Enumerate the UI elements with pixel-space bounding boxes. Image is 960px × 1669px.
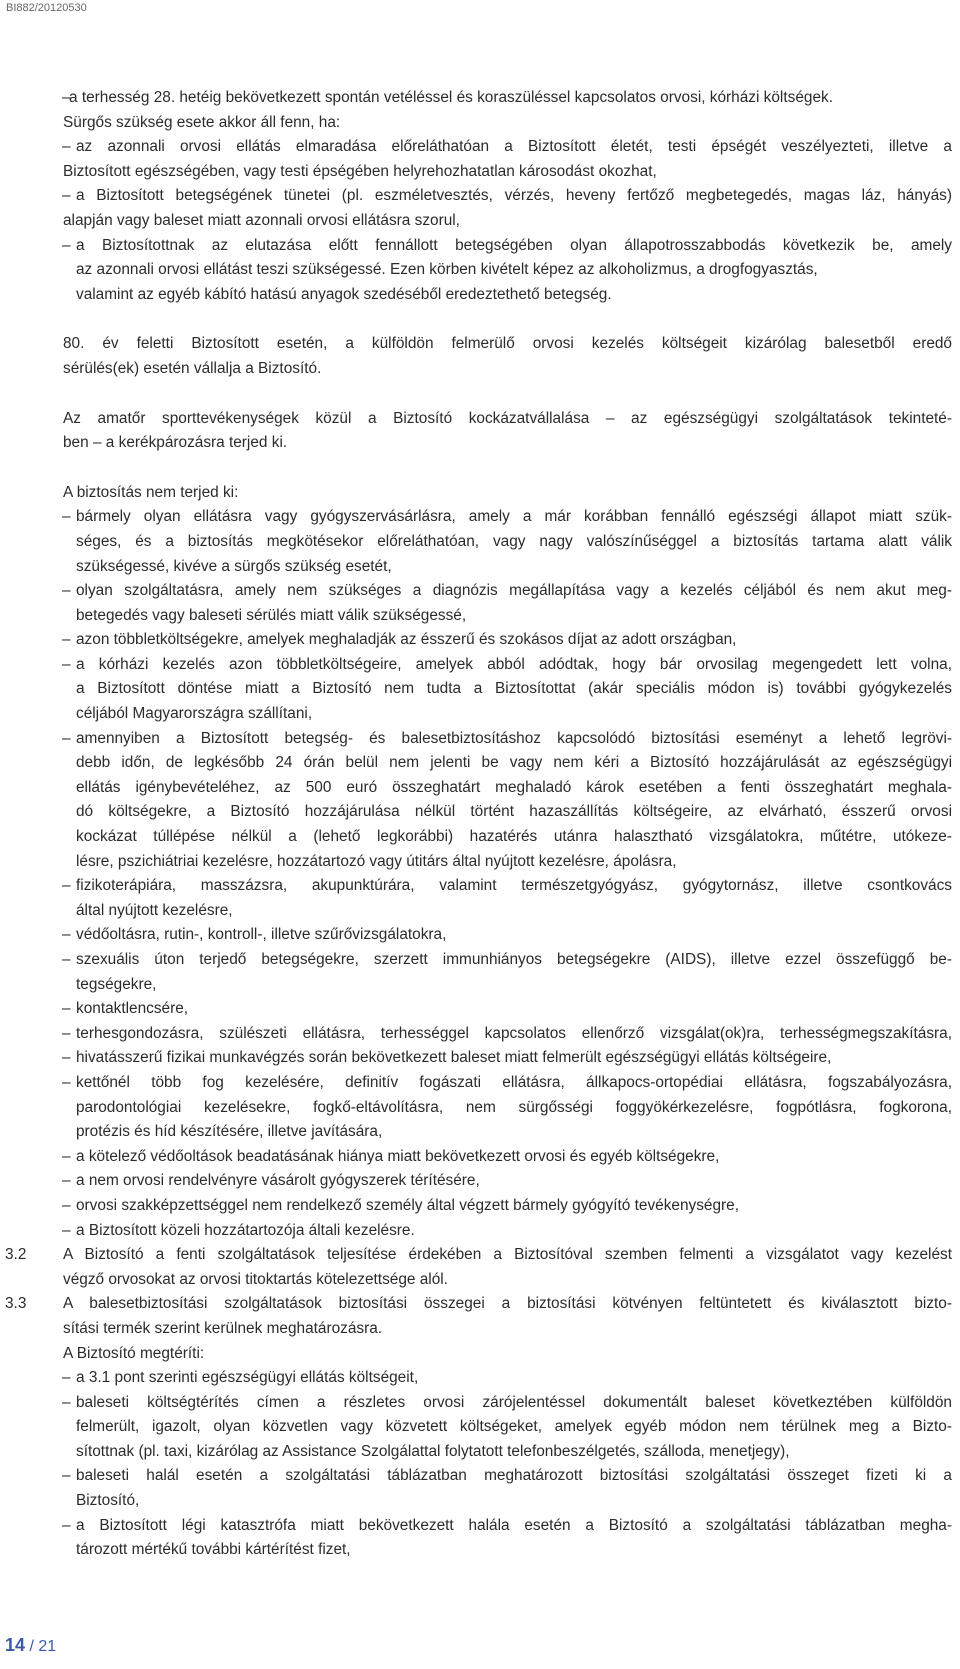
paragraph-text: valamint az egyéb kábító hatású anyagok szedéséből eredeztethető betegség. xyxy=(76,285,612,303)
paragraph-text: 80. év feletti Biztosított esetén, a külföldön felmerülő orvosi kezelés költségeit kizárólag balesetből eredő xyxy=(63,335,952,353)
text-line xyxy=(0,111,960,136)
list-bullet: – xyxy=(62,1147,71,1165)
text-line xyxy=(0,825,960,850)
text-line xyxy=(0,184,960,209)
document-code: BI882/20120530 xyxy=(6,2,87,14)
section-number: 3.2 xyxy=(5,1246,27,1264)
list-item-text: bármely olyan ellátásra vagy gyógyszervásárlásra, amely a már korábban fennálló egészségi állapot miatt szük- xyxy=(76,508,952,526)
paragraph-text: protézis és híd készítésére, illetve javítására, xyxy=(76,1123,383,1141)
paragraph-text: Biztosított egészségében, vagy testi épségében helyrehozhatatlan károsodást okozhat, xyxy=(63,162,657,180)
text-line xyxy=(0,1538,960,1563)
text-line xyxy=(0,1145,960,1170)
text-line xyxy=(0,530,960,555)
text-line xyxy=(0,1464,960,1489)
list-item-text: a Biztosított közeli hozzátartozója általi kezelésre. xyxy=(76,1221,415,1239)
paragraph-text: A biztosítás nem terjed ki: xyxy=(63,483,239,501)
list-bullet: – xyxy=(62,951,71,968)
paragraph-text: tározott mértékű további kártérítést fizet, xyxy=(76,1541,351,1559)
list-bullet: – xyxy=(62,877,71,895)
paragraph-text: dó költségekre, a Biztosító hozzájárulása nélkül történt hazaszállítás költségeire, az elvárható, ésszerű orvosi xyxy=(76,803,952,821)
list-bullet: – xyxy=(62,729,71,747)
list-bullet: – xyxy=(62,508,71,526)
text-line xyxy=(0,997,960,1022)
list-item-text: olyan szolgáltatásra, amely nem szükséges a diagnózis megállapítása vagy a kezelés céljából és nem akut meg- xyxy=(76,582,952,600)
text-line xyxy=(0,332,960,357)
paragraph-text: végző orvosokat az orvosi titoktartás kötelezettsége alól. xyxy=(63,1270,448,1288)
paragraph-text: sérülés(ek) esetén vállalja a Biztosító. xyxy=(63,359,322,377)
paragraph-text: Sürgős szükség esete akkor áll fenn, ha: xyxy=(63,113,341,131)
list-item-text: terhesgondozásra, szülészeti ellátásra, terhességgel kapcsolatos ellenőrző vizsgálat(ok)ra, terhességmegszakításra, xyxy=(76,1024,952,1042)
text-line xyxy=(0,751,960,776)
text-line xyxy=(0,1243,960,1268)
paragraph-text: felmerült, igazolt, olyan közvetlen vagy közvetett költségeket, amelyek egyéb módon nem térülnek meg a Bizto- xyxy=(76,1418,952,1436)
paragraph-text: lésre, pszichiátriai kezelésre, hozzátartozó vagy útitárs által nyújtott kezelésre, ápolásra, xyxy=(76,852,677,870)
list-item-text: baleseti költségtérítés címen a részletes orvosi zárójelentéssel dokumentált baleset következtében külföldön xyxy=(76,1393,952,1411)
text-line xyxy=(0,874,960,899)
list-bullet: – xyxy=(62,89,71,106)
paragraph-text: a Biztosított döntése miatt a Biztosító nem tudta a Biztosítottat (akár speciális módon is) további gyógykezelés xyxy=(76,680,952,698)
paragraph-gap xyxy=(0,382,960,407)
text-line xyxy=(0,505,960,530)
text-line xyxy=(0,923,960,948)
paragraph-text: által nyújtott kezelésre, xyxy=(76,901,233,919)
text-line xyxy=(0,234,960,259)
text-line xyxy=(0,357,960,382)
paragraph-text: ben – a kerékpározásra terjed ki. xyxy=(63,434,288,452)
list-bullet: – xyxy=(62,138,71,156)
paragraph-text: A Biztosító megtéríti: xyxy=(63,1344,205,1362)
text-line xyxy=(0,653,960,678)
text-line xyxy=(0,555,960,580)
text-line xyxy=(0,86,960,111)
text-line xyxy=(0,1366,960,1391)
list-item-text: a nem orvosi rendelvényre vásárolt gyógyszerek térítésére, xyxy=(76,1172,480,1190)
page-total: 21 xyxy=(38,1638,57,1655)
text-line xyxy=(0,899,960,924)
text-line xyxy=(0,283,960,308)
list-bullet: – xyxy=(62,1196,71,1214)
text-line xyxy=(0,628,960,653)
text-line xyxy=(0,1022,960,1047)
text-line xyxy=(0,258,960,283)
list-bullet: – xyxy=(62,1393,71,1411)
page-number xyxy=(5,1635,56,1656)
text-line xyxy=(0,579,960,604)
text-line xyxy=(0,160,960,185)
text-line xyxy=(0,1415,960,1440)
paragraph-text: parodontológiai kezelésekre, fogkő-eltávolításra, nem sürgősségi foggyökérkezelésre, fogpótlásra, fogkorona, xyxy=(76,1098,952,1116)
paragraph-text: tegségekre, xyxy=(76,975,157,993)
text-line xyxy=(0,850,960,875)
paragraph-gap xyxy=(0,307,960,332)
text-line xyxy=(0,1120,960,1145)
paragraph-text: séges, és a biztosítás megkötésekor előreláthatóan, vagy nagy valószínűséggel a biztosítás tartama alatt válik xyxy=(76,532,952,550)
list-bullet: – xyxy=(62,1516,71,1534)
paragraph-gap xyxy=(0,456,960,481)
text-line xyxy=(0,1489,960,1514)
text-line xyxy=(0,1440,960,1465)
text-line xyxy=(0,481,960,506)
text-line xyxy=(0,677,960,702)
list-bullet: – xyxy=(62,582,71,600)
text-line xyxy=(0,1317,960,1342)
text-line xyxy=(0,209,960,234)
text-line xyxy=(0,1046,960,1071)
list-bullet: – xyxy=(62,1172,71,1190)
paragraph-text: ellátás igénybevételéhez, az 500 euró összeghatárt meghaladó károk esetében a fenti összeghatárt meghala- xyxy=(76,778,952,796)
text-line xyxy=(0,1219,960,1244)
text-line xyxy=(0,1514,960,1539)
paragraph-text: céljából Magyarországra szállítani, xyxy=(76,705,313,723)
list-item-text: a Biztosítottnak az elutazása előtt fennállott betegségében olyan állapotrosszabbodás következik be, amely xyxy=(76,236,952,254)
list-item-text: a terhesség 28. hetéig bekövetkezett spontán vetéléssel és koraszüléssel kapcsolatos orvosi, kórházi költségek. xyxy=(69,89,833,106)
text-line xyxy=(0,604,960,629)
page-separator: / xyxy=(25,1638,39,1655)
list-item-text: a kötelező védőoltások beadatásának hiánya miatt bekövetkezett orvosi és egyéb költségekre, xyxy=(76,1147,720,1165)
list-item-text: azon többletköltségekre, amelyek meghaladják az ésszerű és szokásos díjat az adott országban, xyxy=(76,631,737,649)
paragraph-text: alapján vagy baleset miatt azonnali orvosi ellátásra szorul, xyxy=(63,211,460,229)
list-item-text: kontaktlencsére, xyxy=(76,1000,189,1018)
text-line xyxy=(0,1391,960,1416)
paragraph-text: sítottnak (pl. taxi, kizárólag az Assistance Szolgálattal folytatott telefonbeszélgetés, szálloda, menetjegy), xyxy=(76,1442,790,1460)
page-current: 14 xyxy=(5,1635,26,1655)
list-bullet: – xyxy=(62,187,71,205)
list-item-text: fizikoterápiára, masszázsra, akupunktúrára, valamint természetgyógyász, gyógytornász, illetve csontkovács xyxy=(76,877,952,895)
paragraph-text: szükségessé, kivéve a sürgős szükség esetét, xyxy=(76,557,392,575)
list-bullet: – xyxy=(62,655,71,673)
text-line xyxy=(0,1342,960,1367)
list-item-text: a Biztosított légi katasztrófa miatt bekövetkezett halála esetén a Biztosító a szolgáltatási táblázatban megha- xyxy=(76,1516,952,1534)
text-line xyxy=(0,1169,960,1194)
text-line xyxy=(0,407,960,432)
list-item-text: amennyiben a Biztosított betegség- és balesetbiztosításhoz kapcsolódó biztosítási eseményt a lehető legrövi- xyxy=(76,729,952,747)
list-item-text: védőoltásra, rutin-, kontroll-, illetve szűrővizsgálatokra, xyxy=(76,926,447,944)
text-line xyxy=(0,431,960,456)
list-item-text: a 3.1 pont szerinti egészségügyi ellátás költségeit, xyxy=(76,1369,419,1387)
list-item-text: a kórházi kezelés azon többletköltségeire, amelyek abból adódtak, hogy bár orvosilag megengedett lett volna, xyxy=(76,655,952,673)
list-bullet: – xyxy=(62,1049,71,1067)
paragraph-text: Biztosító, xyxy=(76,1492,140,1510)
paragraph-text: kockázat túllépése nélkül a (lehető legkorábbi) hazatérés utánra halasztható vizsgálatokra, műtétre, utókeze- xyxy=(76,828,952,846)
paragraph-text: debb időn, de legkésőbb 24 órán belül nem jelenti be vagy nem kéri a Biztosító hozzájárulását az egészségügyi xyxy=(76,754,952,772)
paragraph-text: betegedés vagy baleseti sérülés miatt válik szükségessé, xyxy=(76,606,467,624)
list-item-text: baleseti halál esetén a szolgáltatási táblázatban meghatározott biztosítási szolgáltatási összeget fizeti ki a xyxy=(76,1467,952,1485)
text-line xyxy=(0,1071,960,1096)
text-line xyxy=(0,1194,960,1219)
paragraph-text: A Biztosító a fenti szolgáltatások teljesítése érdekében a Biztosítóval szemben felmenti a vizsgálatot vagy kezelést xyxy=(63,1246,952,1264)
paragraph-text: A balesetbiztosítási szolgáltatások biztosítási összegei a biztosítási kötvényen feltüntetett és kiválasztott bizto- xyxy=(63,1295,952,1313)
paragraph-text: az azonnali orvosi ellátást teszi szükségessé. Ezen körben kivételt képez az alkoholizmus, a drogfogyasztás, xyxy=(76,261,818,279)
paragraph-text: Az amatőr sporttevékenységek közül a Biztosító kockázatvállalása – az egészségügyi szolgáltatások tekinteté- xyxy=(63,409,952,427)
text-line xyxy=(0,776,960,801)
list-bullet: – xyxy=(62,631,71,649)
list-bullet: – xyxy=(62,236,71,254)
paragraph-text: sítási termék szerint kerülnek meghatározásra. xyxy=(63,1319,383,1337)
list-item-text: kettőnél több fog kezelésére, definitív fogászati ellátásra, állkapocs-ortopédiai ellátásra, fogszabályozásra, xyxy=(76,1073,952,1091)
text-line xyxy=(0,800,960,825)
list-item-text: hivatásszerű fizikai munkavégzés során bekövetkezett baleset miatt felmerült egészségügyi ellátás költségeire, xyxy=(76,1049,832,1067)
text-line xyxy=(0,973,960,998)
text-line xyxy=(0,135,960,160)
list-bullet: – xyxy=(62,1024,71,1042)
list-item-text: a Biztosított betegségének tünetei (pl. eszméletvesztés, vérzés, heveny fertőző megbetegedés, magas láz, hányás) xyxy=(76,187,952,205)
list-item-text: orvosi szakképzettséggel nem rendelkező személy által végzett bármely gyógyító tevékenységre, xyxy=(76,1196,739,1214)
text-line xyxy=(0,1292,960,1317)
text-line xyxy=(0,948,960,973)
section-number: 3.3 xyxy=(5,1295,27,1313)
list-bullet: – xyxy=(62,1369,71,1387)
list-bullet: – xyxy=(62,1221,71,1239)
list-bullet: – xyxy=(62,926,71,944)
list-item-text: az azonnali orvosi ellátás elmaradása előreláthatóan a Biztosított életét, testi épségét veszélyezteti, illetve a xyxy=(76,138,952,156)
text-line xyxy=(0,727,960,752)
document-body xyxy=(0,86,960,1563)
list-bullet: – xyxy=(62,1073,71,1091)
list-bullet: – xyxy=(62,1000,71,1018)
list-bullet: – xyxy=(62,1467,71,1485)
text-line xyxy=(0,702,960,727)
text-line xyxy=(0,1268,960,1293)
text-line xyxy=(0,1096,960,1121)
list-item-text: szexuális úton terjedő betegségekre, szerzett immunhiányos betegségekre (AIDS), illetve ezzel összefüggő be- xyxy=(76,951,952,968)
